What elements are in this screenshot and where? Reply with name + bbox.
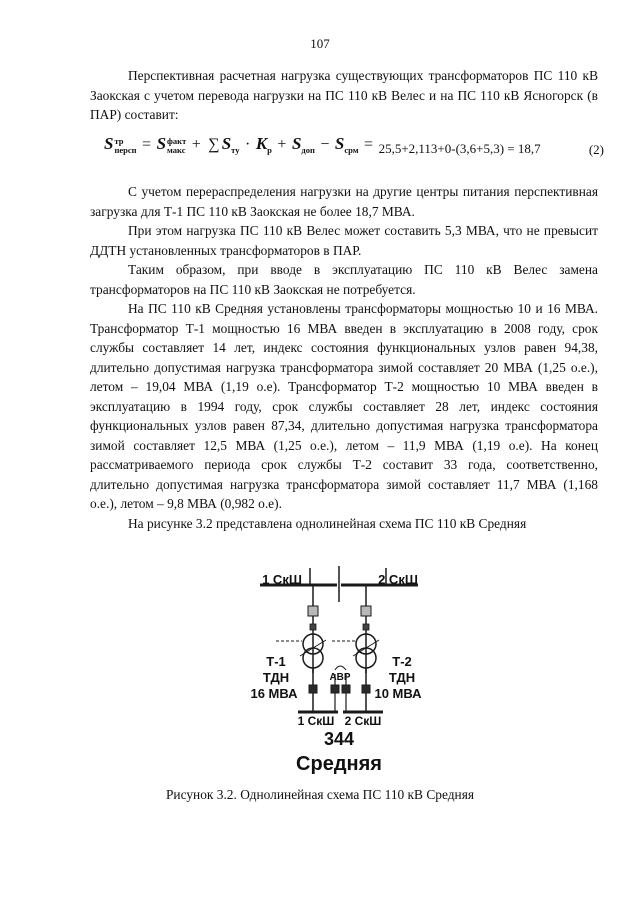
t2-hv-switch	[361, 606, 371, 616]
lv-bus-1-label: 1 СкШ	[297, 714, 335, 728]
paragraph: На рисунке 3.2 представлена однолинейная схема ПС 110 кВ Средняя	[128, 515, 527, 531]
t2-type: ТДН	[388, 670, 416, 685]
figure-caption: Рисунок 3.2. Однолинейная схема ПС 110 кВ Средняя	[165, 787, 475, 802]
t1-name: Т-1	[266, 654, 286, 669]
paragraph: При этом нагрузка ПС 110 кВ Велес может составить 5,3 МВА, что не превысит ДДТН установленных трансформаторов в ПАР.	[90, 223, 598, 258]
formula-sup: тр	[114, 135, 124, 146]
formula-operator: +	[191, 136, 201, 153]
formula-symbol: S	[334, 134, 345, 153]
formula-index	[167, 137, 186, 155]
t1-hv-switch	[308, 606, 318, 616]
section-breaker-2	[342, 685, 350, 693]
formula-number: (2)	[588, 142, 604, 157]
formula-symbol: S	[156, 134, 167, 153]
formula-operator: −	[320, 136, 330, 153]
paragraph: На ПС 110 кВ Средняя установлены трансформаторы мощностью 10 и 16 МВА. Трансформатор Т-1 мощностью 16 МВА введен в эксплуатацию в 2008 году, срок службы составляет 14 лет, индекс состояния функциональных узлов равен 94,38, длительно допустимая нагрузка трансформатора зимой составляет 20 МВА (1,25 о.е.), летом – 19,04 МВА (1,19 о.е). Трансформатор Т-2 мощностью 10 МВА введен в эксплуатацию в 1994 году, срок службы составляет 28 лет, индекс состояния функциональных узлов равен 87,34, длительно допустимая нагрузка трансформатора зимой составляет 12,5 МВА (1,25 о.е.), летом – 11,9 МВА (1,19 о.е). На конец рассматриваемого периода срок службы Т-2 составит 33 года, соответственно, длительно допустимая нагрузка трансформатора зимой составляет 11,7 МВА (1,168 о.е.), летом – 9,8 МВА (0,982 о.е).	[90, 301, 598, 511]
lv-bus-2-label: 2 СкШ	[344, 714, 382, 728]
formula	[104, 134, 604, 170]
formula-result: 25,5+2,113+0-(3,6+5,3) = 18,7	[378, 141, 541, 156]
t2-power: 10 МВА	[374, 686, 422, 701]
diagram-svg	[238, 562, 438, 777]
section-breaker-1	[331, 685, 339, 693]
formula-sub: персп	[114, 144, 137, 155]
hv-bus-1-label: 1 СкШ	[262, 572, 302, 587]
single-line-diagram	[238, 562, 438, 777]
intro-paragraph	[90, 66, 598, 125]
avr-arc	[335, 666, 346, 670]
formula-index	[114, 137, 136, 155]
avr-label: АВР	[329, 672, 351, 683]
paragraph: Перспективная расчетная нагрузка существующих трансформаторов ПС 110 кВ Заокская с учетом перевода нагрузки на ПС 110 кВ Велес и на ПС 110 кВ Ясногорск (в ПАР) составит:	[90, 68, 598, 122]
formula-sub: макс	[167, 144, 186, 155]
formula-symbol: S	[104, 134, 114, 153]
formula-sub: р	[267, 145, 272, 155]
formula-operator: ·	[245, 136, 251, 153]
formula-operator: +	[277, 136, 287, 153]
paragraph: С учетом перераспределения нагрузки на другие центры питания перспективная загрузка для Т-1 ПС 110 кВ Заокская не более 18,7 МВА.	[90, 184, 598, 219]
formula-sub: срм	[344, 145, 359, 155]
formula-operator: =	[142, 136, 152, 153]
t2-lv-breaker	[362, 685, 370, 693]
formula-sup: факт	[167, 135, 187, 146]
formula-sub: доп	[301, 145, 315, 155]
t2-name: Т-2	[392, 654, 412, 669]
formula-symbol: S	[291, 134, 302, 153]
substation-number: 344	[323, 729, 355, 749]
t1-hv-breaker	[310, 624, 316, 630]
t2-hv-breaker	[363, 624, 369, 630]
formula-sub: ту	[231, 145, 240, 155]
page-number: 107	[310, 36, 330, 51]
formula-symbol: K	[255, 134, 268, 153]
t1-power: 16 МВА	[250, 686, 298, 701]
substation-name: Средняя	[296, 753, 382, 775]
t1-type: ТДН	[262, 670, 290, 685]
t1-lv-breaker	[309, 685, 317, 693]
hv-bus-2-label: 2 СкШ	[378, 572, 418, 587]
paragraph: Таким образом, при вводе в эксплуатацию ПС 110 кВ Велес замена трансформаторов на ПС 110 кВ Заокская не потребуется.	[90, 262, 598, 297]
formula-operator: =	[364, 136, 374, 153]
formula-operator: ∑	[208, 136, 220, 153]
formula-symbol: S	[221, 134, 232, 153]
body-text	[90, 182, 598, 533]
